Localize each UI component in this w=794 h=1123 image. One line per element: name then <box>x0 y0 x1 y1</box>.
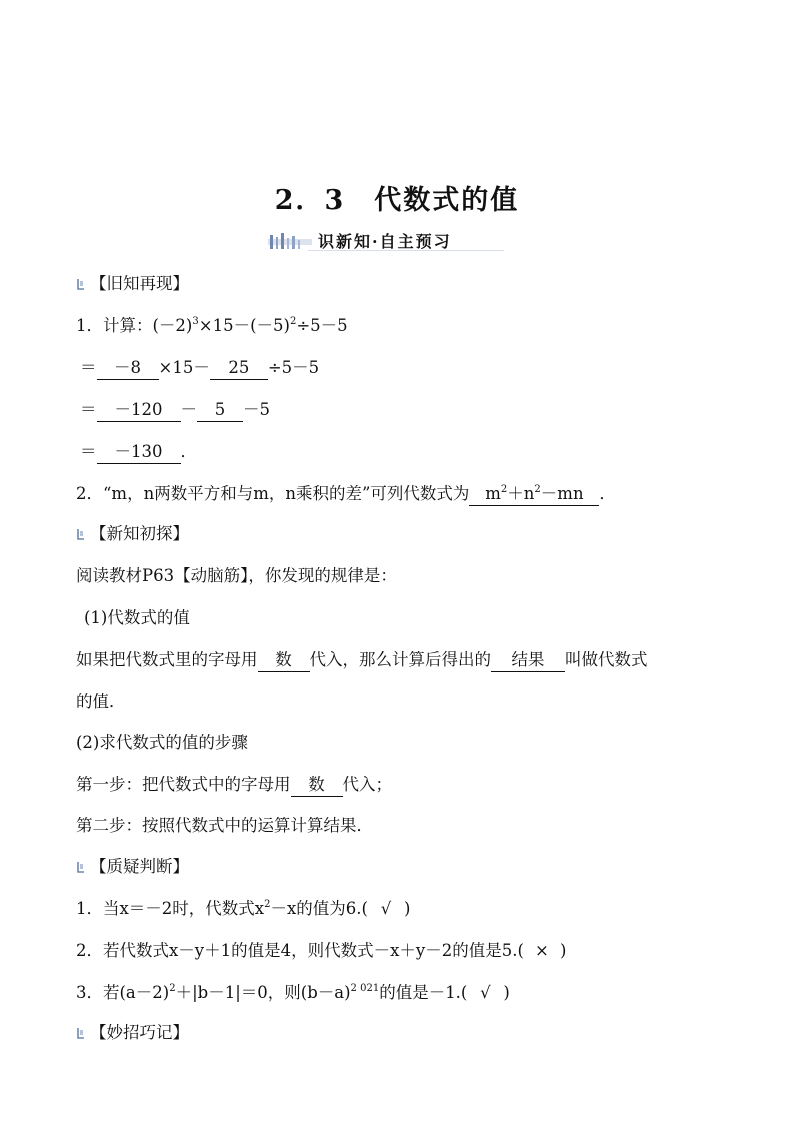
bookmark-icon <box>76 528 86 540</box>
explore-subtitle-2: (2)求代数式的值的步骤 <box>76 733 248 752</box>
question-2: 2．“m，n两数平方和与m，n乘积的差”可列代数式为 $m^2+n^2-mn$ ． <box>76 483 616 506</box>
judgement-mark: √ <box>380 899 392 918</box>
step-2: 第二步：按照代数式中的运算计算结果． <box>76 816 373 835</box>
banner-title: 识新知·自主预习 <box>318 232 452 251</box>
bookmark-icon <box>76 861 86 873</box>
section-heading-judge: 【质疑判断】 <box>76 856 189 878</box>
section-heading-tips: 【妙招巧记】 <box>76 1022 189 1044</box>
section-heading-review: 【旧知再现】 <box>76 273 189 295</box>
section-heading-explore: 【新知初探】 <box>76 523 189 545</box>
calc-step-2: ＝ －120 － 5 －5 <box>80 399 270 422</box>
definition-line: 如果把代数式里的字母用 数 代入，那么计算后得出的 结果 叫做代数式 <box>76 649 648 672</box>
judge-item-1: 1．当x＝－2时，代数式$x^2-x$的值为6.( √ ) <box>76 899 411 918</box>
explore-subtitle-1: (1)代数式的值 <box>84 608 190 627</box>
answer-blank: 数 <box>258 649 310 672</box>
page-title: 2．3 代数式的值 <box>274 185 520 216</box>
explore-intro: 阅读教材P63【动脑筋】，你发现的规律是： <box>76 566 397 585</box>
answer-blank: －130 <box>97 441 181 464</box>
answer-blank: 数 <box>291 774 343 797</box>
answer-blank: $m^2+n^2-mn$ <box>469 483 599 506</box>
section-banner <box>268 229 504 255</box>
bookmark-icon <box>76 1027 86 1039</box>
question-1: 1．计算：$(-2)^3\times 15-(-5)^2\div 5-5$ <box>76 316 348 335</box>
judgement-mark: √ <box>480 983 491 1002</box>
judgement-mark: × <box>535 941 549 960</box>
answer-blank: 5 <box>197 399 243 422</box>
answer-blank: 结果 <box>491 649 565 672</box>
calc-step-1: ＝ －8 ×15－ 25 ÷5－5 <box>80 357 319 380</box>
answer-blank: －120 <box>97 399 181 422</box>
answer-blank: －8 <box>97 357 159 380</box>
calc-step-3: ＝ －130 ． <box>80 441 197 464</box>
step-1: 第一步：把代数式中的字母用 数 代入； <box>76 774 392 797</box>
judge-item-3: 3．若$(a-2)^2+|b-1|=0$，则$(b-a)^{2 021}$的值是－1.( √ ) <box>76 983 510 1002</box>
bookmark-icon <box>76 278 86 290</box>
judge-item-2: 2．若代数式x－y＋1的值是4，则代数式－x＋y－2的值是5.( × ) <box>76 941 567 960</box>
definition-line-end: 的值． <box>76 692 126 711</box>
answer-blank: 25 <box>210 357 268 380</box>
